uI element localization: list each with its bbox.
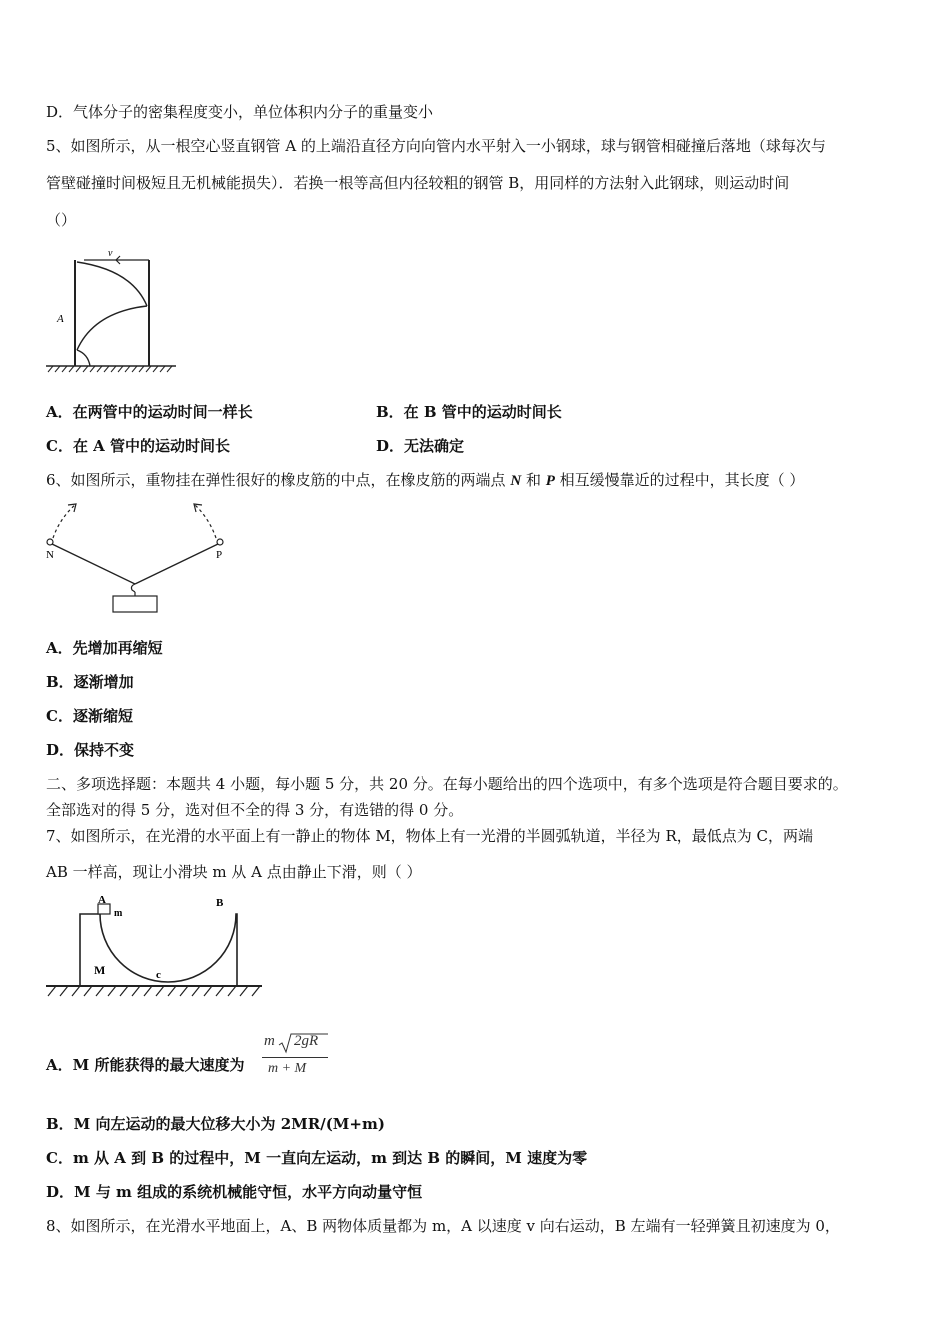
q6-label-p: P bbox=[216, 549, 223, 561]
section2-line-2: 全部选对的得 5 分，选对但不全的得 3 分，有选错的得 0 分。 bbox=[46, 801, 464, 819]
q6-figure-rubber-band bbox=[44, 500, 234, 616]
q7-label-c: c bbox=[156, 969, 161, 981]
q7-frac-num-rad: 2gR bbox=[294, 1033, 319, 1049]
q5-figure-tube bbox=[44, 246, 184, 376]
q6-stem: 6、如图所示，重物挂在弹性很好的橡皮筋的中点，在橡皮筋的两端点 N 和 P 相互缓慢靠近的过程中，其长度（ ） bbox=[46, 471, 805, 489]
q7-stem-line-2: AB 一样高，现让小滑块 m 从 A 点由静止下滑，则（ ） bbox=[46, 863, 422, 881]
q7-frac-den: m + M bbox=[268, 1061, 307, 1076]
q6-option-c: C．逐渐缩短 bbox=[46, 707, 133, 725]
q8-stem-line-1: 8、如图所示，在光滑水平地面上，A、B 两物体质量都为 m，A 以速度 v 向右运动，B 左端有一轻弹簧且初速度为 0， bbox=[46, 1217, 840, 1235]
q5-option-a: A．在两管中的运动时间一样长 bbox=[46, 403, 253, 421]
q7-option-a-fraction bbox=[262, 1030, 332, 1082]
q6-option-a: A．先增加再缩短 bbox=[46, 639, 163, 657]
q5-stem-line-2: 管壁碰撞时间极短且无机械能损失）．若换一根等高但内径较粗的钢管 B，用同样的方法射入此钢球，则运动时间 bbox=[46, 174, 790, 192]
q5-stem-line-1: 5、如图所示，从一根空心竖直钢管 A 的上端沿直径方向向管内水平射入一小钢球，球与钢管相碰撞后落地（球每次与 bbox=[46, 137, 826, 155]
q5-option-b: B．在 B 管中的运动时间长 bbox=[376, 403, 562, 421]
q7-figure-semicircle-track bbox=[44, 894, 264, 1004]
q6-option-b: B．逐渐增加 bbox=[46, 673, 134, 691]
q7-label-m: m bbox=[114, 908, 123, 919]
q7-option-b: B．M 向左运动的最大位移大小为 2MR/(M+m) bbox=[46, 1115, 385, 1133]
q5-option-d: D．无法确定 bbox=[376, 437, 465, 455]
q6-label-n: N bbox=[46, 549, 54, 561]
q7-label-b: B bbox=[216, 897, 224, 909]
q5-stem-line-3: （） bbox=[46, 211, 77, 229]
q7-label-a: A bbox=[98, 894, 106, 906]
q7-option-a: A．M 所能获得的最大速度为 bbox=[46, 1056, 245, 1074]
q7-frac-num-m: m bbox=[264, 1033, 275, 1049]
q4-option-d: D．气体分子的密集程度变小，单位体积内分子的重量变小 bbox=[46, 103, 434, 121]
q5-option-c: C．在 A 管中的运动时间长 bbox=[46, 437, 231, 455]
section2-line-1: 二、多项选择题：本题共 4 小题，每小题 5 分，共 20 分。在每小题给出的四个选项中，有多个选项是符合题目要求的。 bbox=[46, 775, 848, 793]
q5-label-v: v bbox=[108, 248, 113, 259]
q6-option-d: D．保持不变 bbox=[46, 741, 135, 759]
q5-label-a: A bbox=[57, 313, 64, 325]
q7-option-c: C．m 从 A 到 B 的过程中，M 一直向左运动，m 到达 B 的瞬间，M 速度为零 bbox=[46, 1149, 588, 1167]
q7-option-d: D．M 与 m 组成的系统机械能守恒，水平方向动量守恒 bbox=[46, 1183, 423, 1201]
q7-frac-bar bbox=[262, 1057, 328, 1058]
q7-label-big-m: M bbox=[94, 963, 106, 977]
q7-stem-line-1: 7、如图所示，在光滑的水平面上有一静止的物体 M，物体上有一光滑的半圆弧轨道，半径为 R，最低点为 C，两端 bbox=[46, 827, 813, 845]
